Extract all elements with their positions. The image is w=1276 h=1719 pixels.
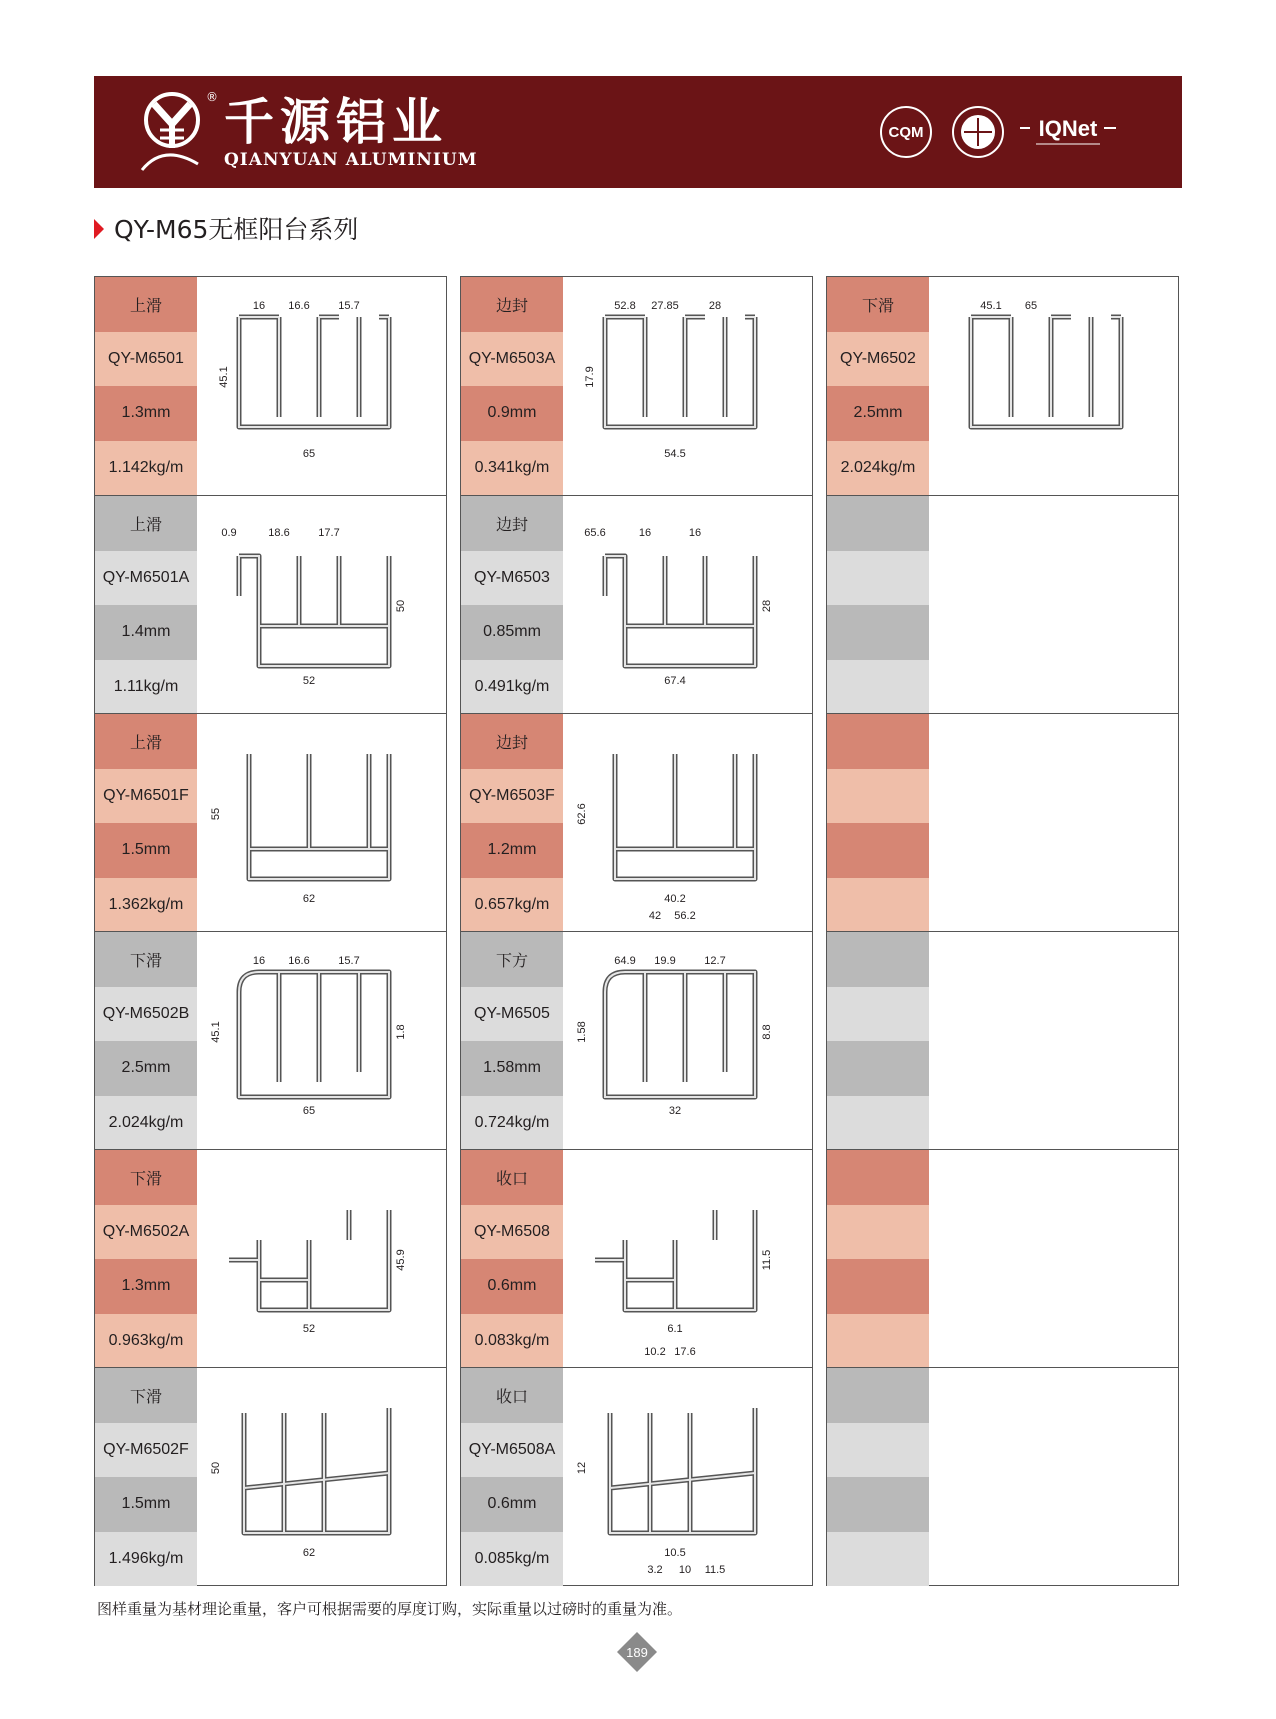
profile-drawing [199,277,446,495]
profile-drawing [199,714,446,932]
profile-outline-inner [249,754,389,879]
profile-type-label: 边封 [461,496,563,551]
dimension-label: 16 [252,955,266,967]
profile-type-label: 边封 [461,277,563,332]
profile-type-label [827,496,929,551]
profile-drawing [565,496,812,714]
profile-outline-inner [239,317,389,427]
profile-type-label: 上滑 [95,714,197,769]
profile-outline [610,1408,755,1533]
series-title-text: QY-M65无框阳台系列 [114,215,359,244]
profile-column-3 [826,276,1179,1586]
wall-thickness: 1.3mm [95,386,197,441]
profile-entry [827,1149,1178,1368]
wall-thickness [827,605,929,660]
cross-section-svg [565,1368,812,1586]
red-triangle-icon [94,219,104,239]
wall-thickness: 2.5mm [95,1041,197,1096]
dimension-label: 1.8 [395,1024,407,1040]
dimension-label: 45.1 [218,366,230,388]
dimension-label: 16.6 [288,955,310,967]
profile-entry [95,495,446,714]
wall-thickness [827,1259,929,1314]
unit-weight: 1.362kg/m [95,878,197,933]
dimension-label: 10.5 [664,1547,686,1559]
profile-code: QY-M6501 [95,332,197,387]
profile-entry [461,931,812,1150]
profile-entry [827,277,1178,495]
page-number: 189 [626,1645,648,1660]
wall-thickness [827,823,929,878]
cqm-cert-label: CQM [888,124,924,141]
wall-thickness: 1.3mm [95,1259,197,1314]
profile-outline [239,972,389,1097]
profile-entry [461,1149,812,1368]
unit-weight: 1.496kg/m [95,1532,197,1587]
unit-weight [827,660,929,715]
dimension-label: 65 [1024,300,1038,312]
profile-type-label: 下滑 [95,1150,197,1205]
dimension-label: 62 [302,893,316,905]
profile-outline-inner [605,317,755,427]
brand-name-en: QIANYUAN ALUMINIUM [224,150,478,170]
profile-drawing [565,932,812,1150]
dimension-label: 19.9 [654,955,676,967]
profile-outline [605,317,755,427]
profile-column-1 [94,276,447,1586]
profile-drawing [931,1150,1178,1368]
profile-drawing [199,1368,446,1586]
dimension-label: 10.2 [644,1346,666,1358]
profile-code: QY-M6502 [827,332,929,387]
unit-weight: 1.11kg/m [95,660,197,715]
dimension-label: 17.7 [318,527,340,539]
cross-section-svg [199,932,446,1150]
profile-entry [827,495,1178,714]
cross-section-svg [199,496,446,714]
profile-outline [971,317,1121,427]
unit-weight: 0.083kg/m [461,1314,563,1369]
dimension-label: 11.5 [704,1564,726,1576]
profile-type-label: 收口 [461,1368,563,1423]
unit-weight: 1.142kg/m [95,441,197,496]
profile-drawing [565,277,812,495]
dimension-label: 11.5 [761,1249,773,1271]
profile-drawing [931,714,1178,932]
registered-mark: ® [206,90,218,104]
unit-weight: 0.963kg/m [95,1314,197,1369]
footnote: 图样重量为基材理论重量，客户可根据需要的厚度订购，实际重量以过磅时的重量为准。 [97,1600,683,1618]
profile-code: QY-M6503A [461,332,563,387]
profile-drawing [199,932,446,1150]
dimension-label: 15.7 [338,955,360,967]
profile-entry [461,1367,812,1586]
profile-entry [461,713,812,932]
profile-type-label: 下滑 [95,1368,197,1423]
dimension-label: 16.6 [288,300,310,312]
dimension-label: 0.9 [221,527,237,539]
unit-weight: 0.085kg/m [461,1532,563,1587]
dimension-label: 17.9 [584,366,596,388]
dimension-label: 64.9 [614,955,636,967]
cross-section-svg [931,277,1178,495]
dimension-label: 52 [302,1323,316,1335]
profile-type-label [827,714,929,769]
dimension-label: 65 [302,1105,316,1117]
cross-section-svg [565,496,812,714]
profile-outline [244,1408,389,1533]
dimension-label: 12.7 [704,955,726,967]
profile-drawing [565,714,812,932]
dimension-label: 17.6 [674,1346,696,1358]
profile-code [827,551,929,606]
dimension-label: 18.6 [268,527,290,539]
wall-thickness: 1.4mm [95,605,197,660]
profile-code [827,1423,929,1478]
profile-drawing [199,496,446,714]
profile-code [827,1205,929,1260]
dimension-label: 3.2 [647,1564,663,1576]
profile-entry [461,495,812,714]
dimension-label: 28 [708,300,722,312]
wall-thickness: 0.6mm [461,1259,563,1314]
profile-outline-inner [239,972,389,1097]
profile-code [827,769,929,824]
unit-weight [827,1096,929,1151]
profile-type-label [827,932,929,987]
cross-section-svg [199,277,446,495]
profile-outline [605,972,755,1097]
dimension-label: 45.9 [395,1249,407,1271]
profile-type-label: 上滑 [95,277,197,332]
profile-outline-inner [971,317,1121,427]
dimension-label: 54.5 [664,448,686,460]
profile-entry [827,931,1178,1150]
wall-thickness [827,1041,929,1096]
dimension-label: 10 [678,1564,692,1576]
profile-type-label: 上滑 [95,496,197,551]
profile-entry [827,1367,1178,1586]
profile-type-label: 下滑 [827,277,929,332]
dimension-label: 12 [576,1461,588,1475]
profile-entry [95,931,446,1150]
cross-section-svg [565,1150,812,1368]
dimension-label: 67.4 [664,675,686,687]
dimension-label: 65 [302,448,316,460]
dimension-label: 40.2 [664,893,686,905]
profile-drawing [565,1150,812,1368]
wall-thickness: 0.9mm [461,386,563,441]
dimension-label: 65.6 [584,527,606,539]
dimension-label: 45.1 [210,1021,222,1043]
profile-code: QY-M6501F [95,769,197,824]
dimension-label: 62.6 [576,803,588,825]
dimension-label: 62 [302,1547,316,1559]
wall-thickness: 2.5mm [827,386,929,441]
cross-section-svg [565,932,812,1150]
dimension-label: 16 [688,527,702,539]
profile-outline [605,556,755,666]
profile-code: QY-M6503F [461,769,563,824]
unit-weight [827,1532,929,1587]
profile-drawing [931,496,1178,714]
profile-code: QY-M6508 [461,1205,563,1260]
asq-cert-icon [950,104,1006,160]
profile-outline [239,317,389,427]
profile-drawing [931,932,1178,1150]
dimension-label: 52.8 [614,300,636,312]
dimension-label: 8.8 [761,1024,773,1040]
profile-drawing [931,1368,1178,1586]
cross-section-svg [565,714,812,932]
unit-weight: 2.024kg/m [827,441,929,496]
header-banner [94,76,1182,188]
profile-outline-inner [595,1210,755,1310]
dimension-label: 15.7 [338,300,360,312]
dimension-label: 16 [638,527,652,539]
profile-type-label: 收口 [461,1150,563,1205]
dimension-label: 52 [302,675,316,687]
dimension-label: 56.2 [674,910,696,922]
wall-thickness: 1.5mm [95,1477,197,1532]
profile-entry [95,1367,446,1586]
profile-code: QY-M6508A [461,1423,563,1478]
profile-code: QY-M6501A [95,551,197,606]
dimension-label: 1.58 [576,1021,588,1043]
profile-column-2 [460,276,813,1586]
profile-code [827,987,929,1042]
profile-type-label: 下方 [461,932,563,987]
profile-code: QY-M6502F [95,1423,197,1478]
cross-section-svg [199,1150,446,1368]
unit-weight [827,878,929,933]
iqnet-cert-label: IQNet [1038,116,1098,141]
qianyuan-logo-icon [138,90,208,174]
profile-code: QY-M6503 [461,551,563,606]
profile-outline [239,556,389,666]
profile-code: QY-M6502A [95,1205,197,1260]
profile-outline-inner [610,1408,755,1533]
profile-drawing [199,1150,446,1368]
profile-entry [461,277,812,495]
dimension-label: 32 [668,1105,682,1117]
cross-section-svg [199,1368,446,1586]
profile-code: QY-M6502B [95,987,197,1042]
profile-type-label: 下滑 [95,932,197,987]
unit-weight: 0.657kg/m [461,878,563,933]
dimension-label: 6.1 [667,1323,683,1335]
profile-code: QY-M6505 [461,987,563,1042]
cross-section-svg [199,714,446,932]
dimension-label: 42 [648,910,662,922]
profile-outline-inner [615,754,755,879]
profile-drawing [565,1368,812,1586]
wall-thickness: 0.85mm [461,605,563,660]
profile-outline-inner [244,1408,389,1533]
page-number-badge [617,1632,657,1672]
unit-weight: 0.341kg/m [461,441,563,496]
wall-thickness: 1.2mm [461,823,563,878]
dimension-label: 55 [210,807,222,821]
dimension-label: 50 [395,599,407,613]
unit-weight: 2.024kg/m [95,1096,197,1151]
series-title [94,210,358,246]
wall-thickness: 1.5mm [95,823,197,878]
profile-outline-inner [605,972,755,1097]
profile-entry [95,713,446,932]
profile-drawing [931,277,1178,495]
profile-entry [95,1149,446,1368]
profile-type-label: 边封 [461,714,563,769]
dimension-label: 50 [210,1461,222,1475]
profile-type-label [827,1368,929,1423]
unit-weight [827,1314,929,1369]
wall-thickness [827,1477,929,1532]
profile-type-label [827,1150,929,1205]
brand-name-cn: 千源铝业 [224,93,448,151]
profile-entry [827,713,1178,932]
dimension-label: 28 [761,599,773,613]
wall-thickness: 1.58mm [461,1041,563,1096]
unit-weight: 0.724kg/m [461,1096,563,1151]
dimension-label: 16 [252,300,266,312]
profile-entry [95,277,446,495]
profile-outline-inner [229,1210,389,1310]
cqm-cert-icon [878,104,934,160]
unit-weight: 0.491kg/m [461,660,563,715]
dimension-label: 45.1 [980,300,1002,312]
iqnet-cert-icon [1020,106,1116,156]
dimension-label: 27.85 [651,300,679,312]
cross-section-svg [565,277,812,495]
wall-thickness: 0.6mm [461,1477,563,1532]
